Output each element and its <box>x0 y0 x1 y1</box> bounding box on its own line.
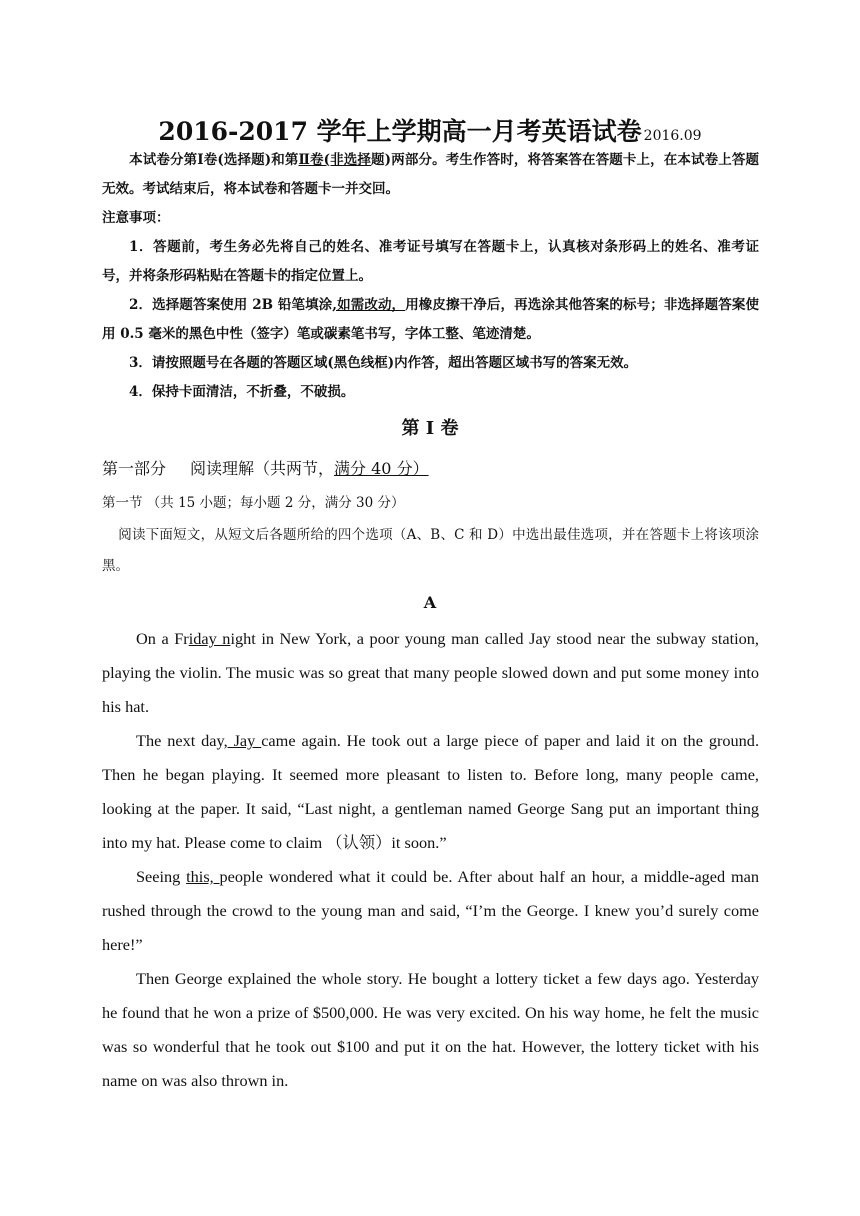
passage-letter: A <box>423 593 437 612</box>
instruction-text: 阅读下面短文，从短文后各题所给的四个选项（A、B、C 和 D）中选出最佳选项，并在答题卡上将该项涂黑。 <box>102 527 759 574</box>
p2-text-a: The next day <box>136 731 224 750</box>
note-2-text-c: 用橡皮擦干净后，再选涂其他答案的标号；非选择题答案使用 0.5 毫米的黑色中性（签字）笔或碳素笔书写，字体工整、笔迹清楚。 <box>102 297 760 342</box>
p3-text-b: this, <box>186 867 220 886</box>
part-name-b: 满分 40 分） <box>334 459 429 478</box>
p2-text-b: , Jay <box>223 731 262 750</box>
note-1 <box>102 233 759 291</box>
p3-text-a: Seeing <box>136 867 187 886</box>
part-name-a: 阅读理解（共两节， <box>190 459 335 478</box>
passage <box>102 622 759 1098</box>
passage-paragraph-3 <box>102 860 759 962</box>
intro-text-c: 题)两部分。考生作答时，将答案答在答题卡上，在本试卷上答题无效。考试结束后，将本试卷和答题卡一并交回。 <box>102 152 760 197</box>
part-heading <box>102 456 759 479</box>
note-4 <box>102 378 759 407</box>
section-heading: 第一节 （共 15 小题；每小题 2 分，满分 30 分） <box>102 495 405 511</box>
exam-title-text: 2016-2017 学年上学期高一月考英语试卷 <box>158 117 642 146</box>
note-2 <box>102 291 759 349</box>
intro-text-b: Ⅱ卷(非选择 <box>298 152 372 168</box>
p3-text-c: people wondered what it could be. After about half an hour, a middle-aged man rushed through the crowd to the young man and said, “I’m the George. I knew you’d surely come here!” <box>102 867 760 954</box>
p1-text-a: On a Fr <box>136 629 189 648</box>
volume-heading: 第 I 卷 <box>401 418 459 439</box>
note-2-text-b: ,如需改动， <box>332 297 406 313</box>
note-2-text-a: 2．选择题答案使用 2B 铅笔填涂 <box>129 297 333 313</box>
part-label: 第一部分 <box>102 459 167 478</box>
passage-paragraph-4: Then George explained the whole story. He bought a lottery ticket a few days ago. Yesterday he found that he won a prize of $500,000. He was very excited. On his way home, he felt the music was so wonderful that he took out $100 and put it on the hat. However, the lottery ticket with his name on was also thrown in. <box>102 969 759 1090</box>
p2-text-c: came again. He took out a large piece of paper and laid it on the ground. Then he began playing. It seemed more pleasant to listen to. Before long, many people came, looking at the paper. It said, “Last night, a gentleman named George Sang put an important thing into my hat. Please come to claim （认领）it soon.” <box>102 731 760 852</box>
exam-title <box>0 112 860 148</box>
intro-text-a: 本试卷分第Ⅰ卷(选择题)和第 <box>129 152 299 168</box>
note-3 <box>102 349 759 378</box>
p1-text-c: ight in New York, a poor young man called Jay stood near the subway station, playing the violin. The music was so great that many people slowed down and put some money into his hat. <box>102 629 759 716</box>
p1-text-b: iday n <box>188 629 231 648</box>
instruction <box>102 520 759 582</box>
note-3-text: 3．请按照题号在各题的答题区域(黑色线框)内作答，超出答题区域书写的答案无效。 <box>129 355 638 371</box>
notes-title: 注意事项： <box>102 210 170 226</box>
note-1-text: 1．答题前，考生务必先将自己的姓名、准考证号填写在答题卡上，认真核对条形码上的姓名、准考证号，并将条形码粘贴在答题卡的指定位置上。 <box>102 239 759 284</box>
passage-paragraph-1 <box>102 622 759 724</box>
note-4-text: 4．保持卡面清洁，不折叠，不破损。 <box>129 384 355 400</box>
exam-intro <box>102 146 759 204</box>
exam-date: 2016.09 <box>643 128 702 144</box>
passage-paragraph-2 <box>102 724 759 860</box>
